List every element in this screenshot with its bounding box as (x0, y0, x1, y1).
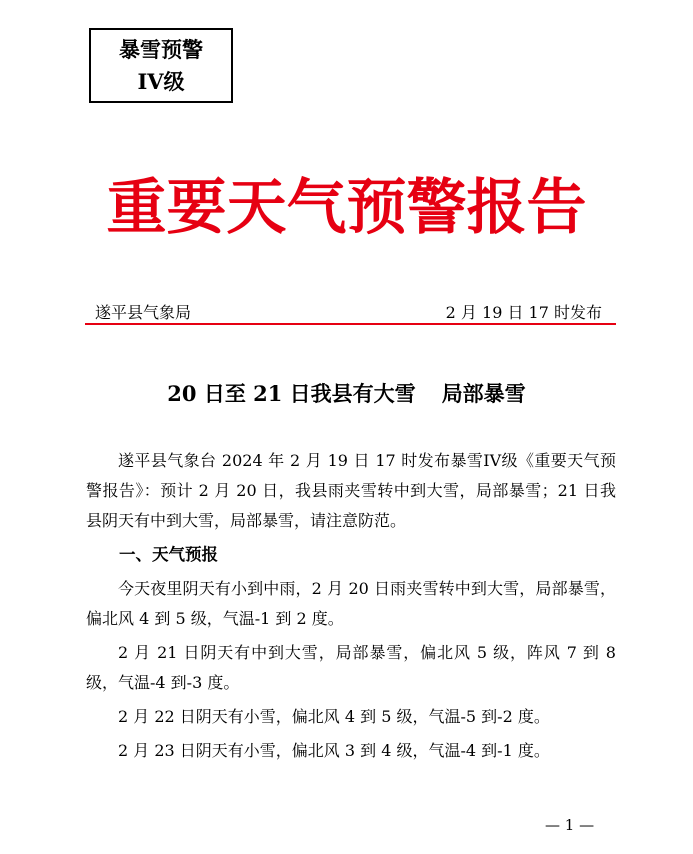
warning-level: IV级 (137, 68, 185, 94)
warning-type: 暴雪预警 (119, 36, 203, 62)
forecast-day-21: 2 月 21 日阴天有中到大雪，局部暴雪，偏北风 5 级，阵风 7 到 8 级，气温-4 到-3 度。 (86, 643, 616, 692)
red-divider (85, 323, 616, 325)
issue-time: 2 月 19 日 17 时发布 (445, 303, 602, 322)
report-body (86, 446, 616, 770)
forecast-day-23: 2 月 23 日阴天有小雪，偏北风 3 到 4 级，气温-4 到-1 度。 (118, 741, 550, 760)
issuer-name: 遂平县气象局 (95, 303, 192, 322)
headline (0, 378, 693, 408)
forecast-day-22: 2 月 22 日阴天有小雪，偏北风 4 到 5 级，气温-5 到-2 度。 (118, 707, 550, 726)
warning-level-box (89, 28, 233, 103)
headline-sub: 局部暴雪 (441, 381, 526, 406)
page-number: — 1 — (545, 816, 595, 834)
intro-paragraph: 遂平县气象台 2024 年 2 月 19 日 17 时发布暴雪IV级《重要天气预警报告》：预计 2 月 20 日，我县雨夹雪转中到大雪，局部暴雪；21 日我县阴天有中到大雪，局部暴雪，请注意防范。 (86, 451, 616, 530)
issuer-line (85, 300, 616, 322)
forecast-today: 今天夜里阴天有小到中雨，2 月 20 日雨夹雪转中到大雪，局部暴雪，偏北风 4 到 5 级，气温-1 到 2 度。 (86, 579, 616, 628)
report-title: 重要天气预警报告 (106, 173, 587, 243)
section-heading-forecast: 一、天气预报 (119, 545, 218, 564)
headline-main: 20 日至 21 日我县有大雪 (167, 381, 416, 406)
